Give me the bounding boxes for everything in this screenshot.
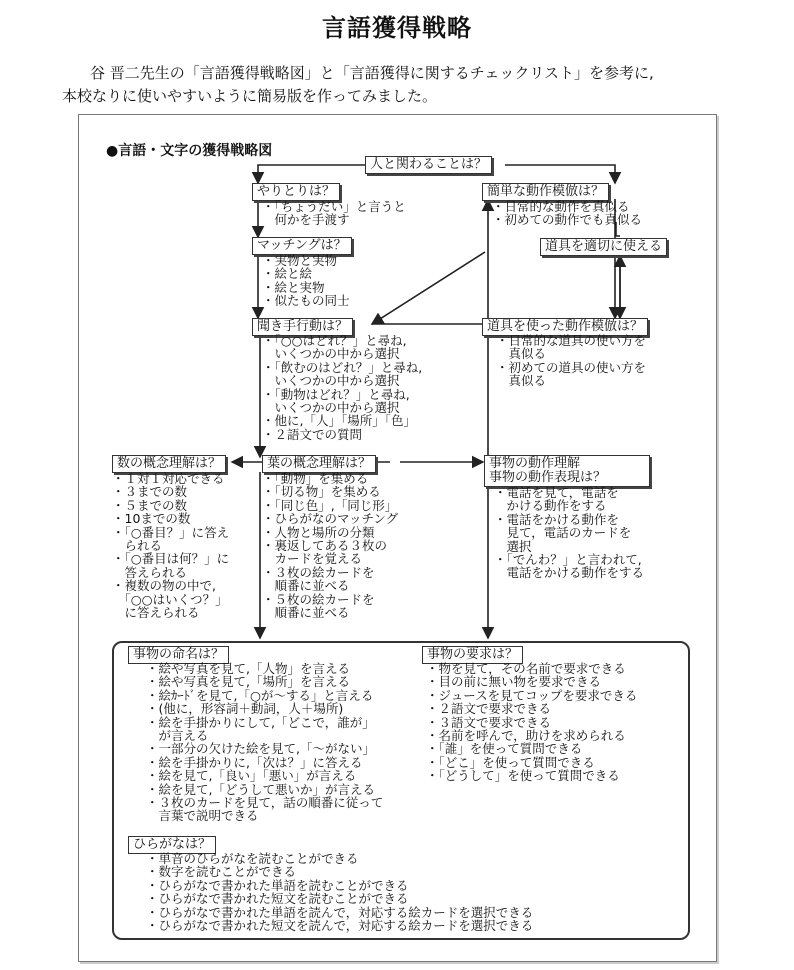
list-item: ・他に,「人」「場所」「色」 — [262, 413, 416, 429]
list-item: ・２語文で要求できる — [426, 701, 552, 717]
list-item: ・絵と実物 — [262, 279, 325, 295]
node-kazu: 数の概念理解は？ — [112, 455, 226, 473]
list-item: 見て，電話のカードを — [494, 525, 632, 541]
list-item: ・絵と絵 — [262, 266, 313, 282]
list-item: が言える — [146, 728, 209, 744]
list-item: ・10までの数 — [112, 511, 191, 527]
list-item: られる — [112, 538, 163, 554]
list-item: ・絵を見て,「良い」「悪い」が言える — [146, 768, 357, 784]
list-item: ・３枚のカードを見て，話の順番に従って — [146, 795, 384, 811]
list-dougu-mohou — [496, 334, 646, 388]
list-item: ・「誰」を使って質問できる — [426, 741, 583, 757]
list-item: 「○○はいくつ？」 — [112, 591, 228, 607]
list-item: ・(他に，形容詞＋動詞，人＋場所) — [146, 701, 344, 717]
list-kotoba — [262, 472, 398, 619]
list-item: ・目の前に無い物を要求できる — [426, 674, 602, 690]
list-item: 答えられる — [112, 564, 188, 580]
list-item: ・５枚の絵カードを — [262, 591, 375, 607]
list-item: ・人物と場所の分類 — [262, 524, 375, 540]
node-hiragana: ひらがなは？ — [128, 836, 216, 854]
list-item: ・数字を読むことができる — [146, 864, 297, 880]
figure-title: ●言語・文字の獲得戦略図 — [106, 143, 273, 159]
list-item: ・絵を手掛かりに,「次は？」に答える — [146, 754, 363, 770]
list-item: ・初めての動作でも真似る — [492, 212, 643, 228]
list-item: ・ひらがなで書かれた単語を読んで，対応する絵カードを選択できる — [146, 904, 534, 920]
list-item: ・絵や写真を見て,「人物」を言える — [146, 661, 350, 676]
list-kantan — [492, 200, 642, 227]
list-yaritori — [262, 200, 406, 227]
list-item: 順番に並べる — [262, 578, 350, 594]
list-item: ・２語文での質問 — [262, 426, 363, 442]
list-item: ・「同じ色」,「同じ形」 — [262, 497, 398, 513]
list-kazu — [112, 472, 229, 619]
intro-line-1: 谷 晋二先生の「言語獲得戦略図」と「言語獲得に関するチェックリスト」を参考に, — [90, 64, 654, 82]
list-item: ・物を見て，その名前で要求できる — [426, 661, 626, 676]
list-item: ・似たもの同士 — [262, 293, 350, 309]
list-item: ・ひらがなで書かれた単語を読むことができる — [146, 877, 409, 893]
list-item: ・５までの数 — [112, 497, 188, 513]
list-item: ・ひらがなで書かれた短文を読むことができる — [146, 891, 409, 907]
node-kikite: 聞き手行動は？ — [252, 318, 353, 336]
list-item: ・絵を見て,「どうして悪いか」が言える — [146, 781, 375, 797]
list-item: いくつかの中から選択 — [262, 346, 400, 362]
list-item: ・「どこ」を使って質問できる — [426, 754, 595, 770]
list-item: ・絵や写真を見て,「場所」を言える — [146, 674, 350, 690]
node-meimei: 事物の命名は？ — [128, 646, 229, 664]
list-item: ・裏返してある３枚の — [262, 538, 388, 554]
list-item: ・「飲むのはどれ？」と尋ね, — [262, 359, 423, 375]
list-item: ・電話をかける動作を — [494, 511, 620, 527]
list-item: ・日常的な道具の使い方を — [496, 333, 647, 348]
list-item: ・単音のひらがなを読むことができる — [146, 851, 359, 866]
list-item: ・電話を見て，電話を — [494, 485, 619, 500]
list-item: ・「動物はどれ？」と尋ね, — [262, 386, 410, 402]
list-item: ・初めての道具の使い方を — [496, 359, 647, 375]
list-item: 言葉で説明できる — [146, 808, 259, 824]
list-item: ・「○番目？」に答え — [112, 524, 230, 540]
list-item: 選択 — [494, 538, 532, 554]
list-item: ・３までの数 — [112, 484, 188, 500]
list-item: に答えられる — [112, 605, 200, 621]
page-title: 言語獲得戦略 — [322, 14, 472, 42]
node-kantan: 簡単な動作模倣は？ — [482, 183, 609, 201]
list-item: 何かを手渡す — [262, 212, 350, 228]
intro-line-2: 本校なりに使いやすいように簡易版を作ってみました。 — [62, 87, 438, 105]
node-dougu-mohou: 道具を使った動作模倣は？ — [482, 318, 648, 336]
list-item: ・絵を手掛かりにして,「どこで，誰が」 — [146, 714, 375, 730]
list-item: ・「どうして」を使って質問できる — [426, 768, 620, 784]
node-jibutsu-label-1: 事物の動作理解 — [489, 456, 581, 471]
list-item: いくつかの中から選択 — [262, 373, 400, 389]
list-item: ・名前を呼んで，助けを求められる — [426, 728, 626, 744]
node-matching: マッチングは？ — [252, 237, 352, 255]
list-item: ・「切る物」を集める — [262, 484, 381, 500]
list-item: カードを覚える — [262, 551, 363, 567]
list-item: ・ひらがなで書かれた短文を読んで，対応する絵カードを選択できる — [146, 918, 534, 934]
list-hiragana — [146, 852, 533, 932]
node-kotoba: 葉の概念理解は？ — [262, 455, 376, 473]
list-item: ・ジュースを見てコップを要求できる — [426, 687, 638, 703]
list-item: ・「○○はどれ？」と尋ね, — [262, 333, 407, 348]
list-youkyuu — [426, 662, 637, 783]
list-item: ・一部分の欠けた絵を見て,「～がない」 — [146, 741, 375, 757]
list-item: かける動作をする — [494, 498, 607, 514]
list-item: ・「○番目は何？」に — [112, 551, 230, 567]
list-item: 真似る — [496, 373, 547, 389]
list-item: 真似る — [496, 346, 547, 362]
node-yaritori: やりとりは？ — [252, 183, 340, 201]
list-item: ・複数の物の中で, — [112, 578, 216, 594]
list-meimei — [146, 662, 383, 823]
list-item: ・３語文で要求できる — [426, 714, 552, 730]
list-item: ・ひらがなのマッチング — [262, 511, 399, 527]
list-item: 順番に並べる — [262, 605, 350, 621]
intro-text — [62, 62, 762, 108]
list-item: いくつかの中から選択 — [262, 400, 400, 416]
list-item: ・日常的な動作を真似る — [492, 199, 630, 214]
node-jibutsu-dousa — [484, 455, 650, 487]
node-youkyuu: 事物の要求は？ — [422, 646, 523, 664]
list-item: ・３枚の絵カードを — [262, 564, 375, 580]
list-item: 電話をかける動作をする — [494, 565, 645, 581]
node-jibutsu-label-2: 事物の動作表現は？ — [489, 470, 607, 485]
list-matching — [262, 254, 350, 308]
list-item: ・実物と実物 — [262, 253, 338, 268]
list-item: ・「動物」を集める — [262, 471, 369, 486]
node-dougu-tekisetsu: 道具を適切に使える — [540, 238, 667, 256]
node-hito: 人と関わることは？ — [365, 156, 492, 174]
list-item: ・絵ｶｰﾄﾞを見て,「○が～する」と言える — [146, 687, 374, 703]
list-kikite — [262, 334, 422, 441]
list-item: ・「ちょうだい」と言うと — [262, 199, 406, 214]
list-item: ・１対１対応できる — [112, 471, 225, 486]
list-item: ・「でんわ？」と言われて, — [494, 552, 642, 568]
list-jibutsu-dousa — [494, 486, 644, 580]
